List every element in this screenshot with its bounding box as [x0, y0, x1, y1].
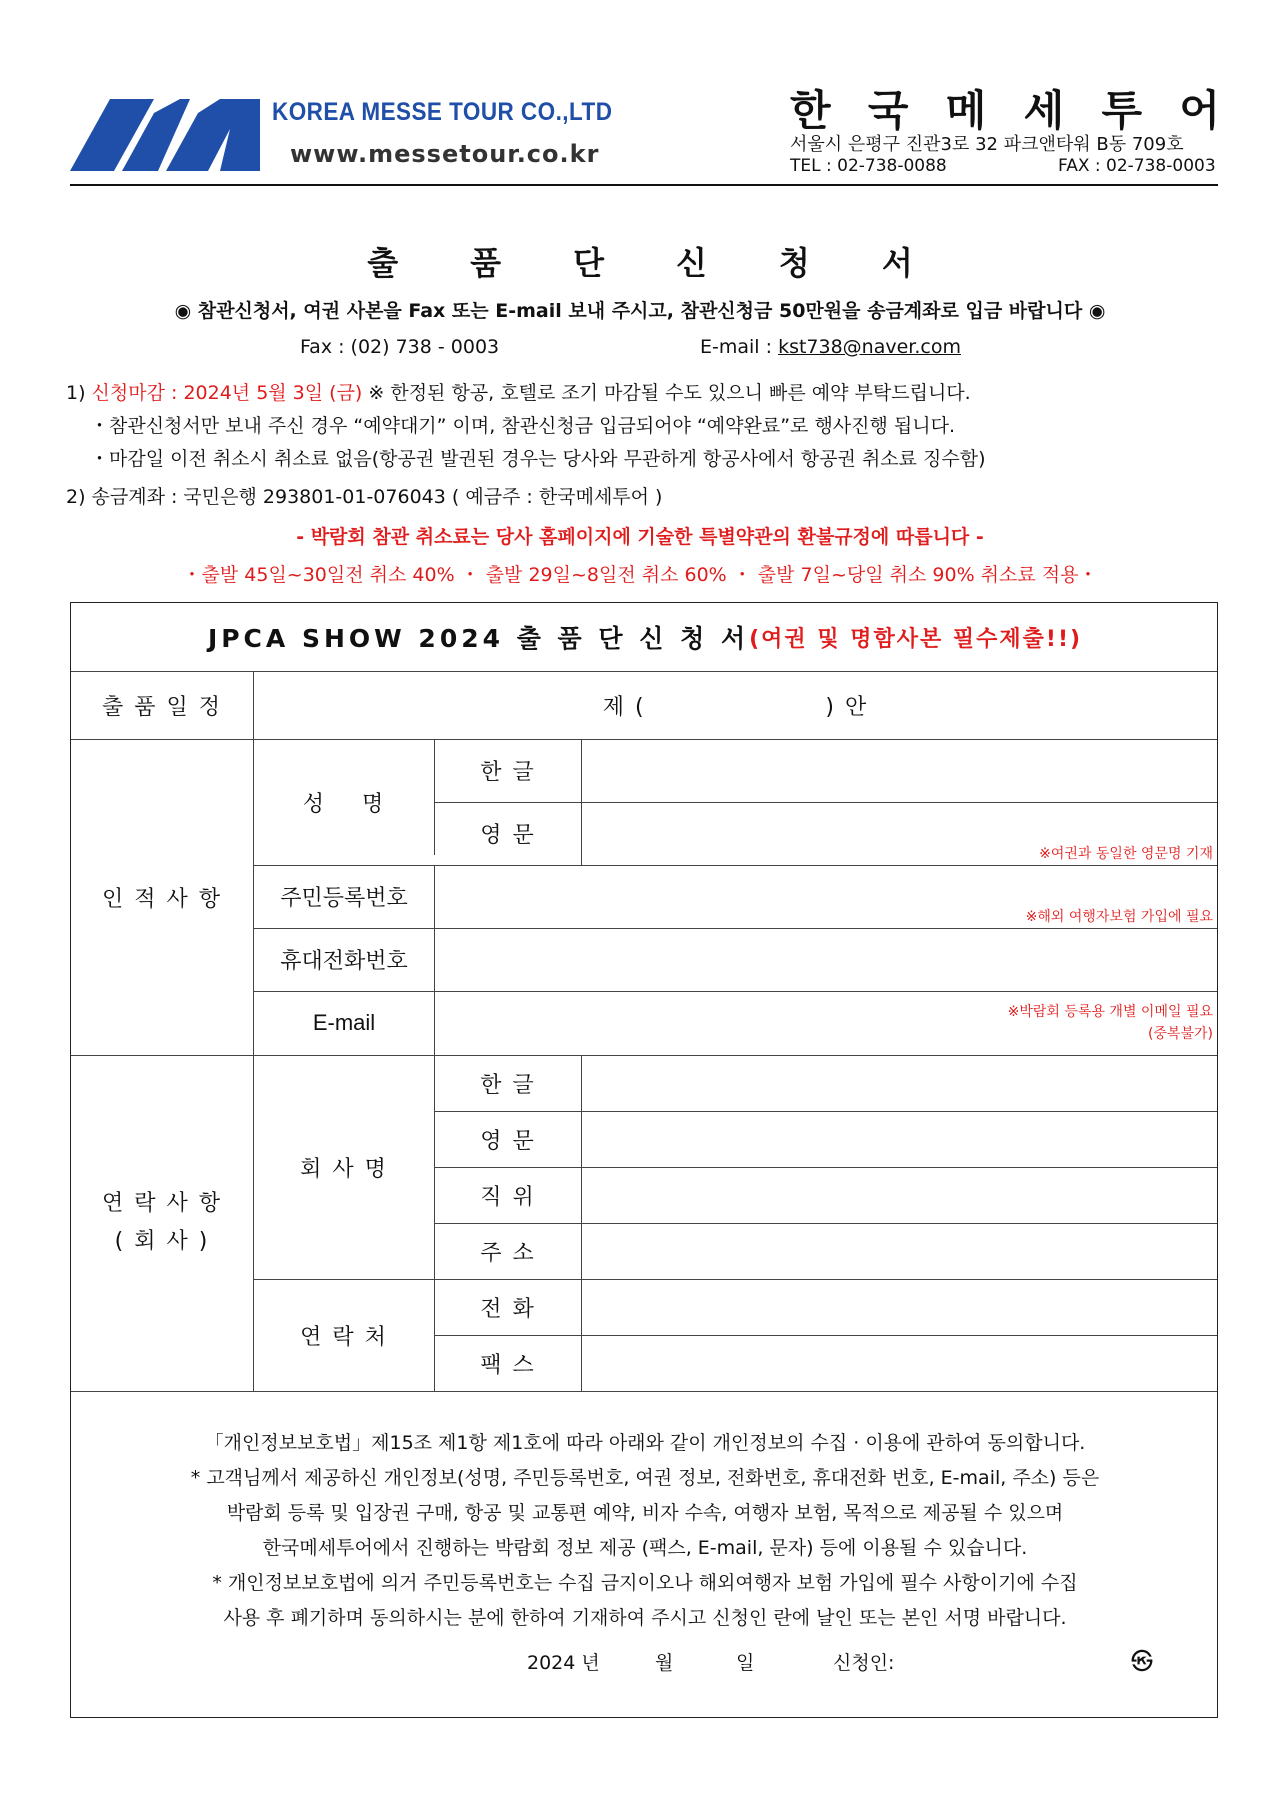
company-name-en: KOREA MESSE TOUR CO.,LTD [272, 98, 613, 126]
personal-info-label: 인 적 사 항 [102, 886, 222, 912]
company-english-input[interactable] [582, 1111, 1217, 1167]
phone-label: 전 화 [480, 1296, 536, 1322]
mobile-input[interactable] [435, 928, 1217, 991]
email-note: ※박람회 등록용 개별 이메일 필요 [1007, 1004, 1213, 1020]
company-kr-char: 메 [945, 86, 987, 135]
submission-notice: ◉ 참관신청서, 여권 사본을 Fax 또는 E-mail 보내 주시고, 참관신청금 50만원을 송금계좌로 입금 바랍니다 ◉ [174, 300, 1106, 322]
company-fax: FAX : 02-738-0003 [1058, 156, 1216, 176]
email-field-label: E-mail [312, 1010, 376, 1035]
form-title-text: JPCA SHOW 2024 출 품 단 신 청 서 [207, 624, 750, 653]
consent-line: * 고객님께서 제공하신 개인정보(성명, 주민등록번호, 여권 정보, 전화번호, 휴대전화 번호, E-mail, 주소) 등은 [190, 1467, 1100, 1489]
email-link[interactable]: kst738@naver.com [778, 336, 961, 358]
title-char: 출 [367, 244, 399, 282]
consent-line: 박람회 등록 및 입장권 구매, 항공 및 교통편 예약, 비자 수속, 여행자 보험, 목적으로 제공될 수 있으며 [226, 1502, 1064, 1524]
english-name-note: ※여권과 동일한 영문명 기재 [1039, 846, 1213, 862]
deadline-remark: ※ 한정된 항공, 호텔로 조기 마감될 수도 있으니 빠른 예약 부탁드립니다. [362, 382, 971, 404]
consent-line: 한국메세투어에서 진행하는 박람회 정보 제공 (팩스, E-mail, 문자) 등에 이용될 수 있습니다. [262, 1537, 1028, 1559]
position-input[interactable] [582, 1167, 1217, 1223]
company-name-label: 회 사 명 [300, 1156, 388, 1182]
applicant-label: 신청인: [833, 1652, 895, 1674]
privacy-consent [71, 1426, 1219, 1636]
sign-month: 월 [655, 1652, 674, 1674]
name-korean-input[interactable] [582, 739, 1217, 802]
company-tel: TEL : 02-738-0088 [790, 156, 947, 176]
title-char: 신 [676, 244, 707, 282]
reservation-note: ・참관신청서만 보내 주신 경우 “예약대기” 이며, 참관신청금 입금되어야 “예약완료”로 행사진행 됩니다. [90, 415, 956, 437]
company-logo [70, 95, 260, 171]
rrn-note: ※해외 여행자보험 가입에 필요 [1025, 909, 1213, 925]
refund-policy-heading: - 박람회 참관 취소료는 당사 홈페이지에 기술한 특별약관의 환불규정에 따릅니다 - [296, 526, 984, 548]
phone-input[interactable] [582, 1279, 1217, 1335]
title-char: 청 [778, 244, 810, 282]
company-address-input[interactable] [582, 1223, 1217, 1279]
bank-account-note: 2) 송금계좌 : 국민은행 293801-01-076043 ( 예금주 : 한국메세투어 ) [66, 486, 663, 508]
contact-label: 연 락 처 [300, 1324, 388, 1350]
consent-line: 「개인정보보호법」제15조 제1항 제1호에 따라 아래와 같이 개인정보의 수집 · 이용에 관하여 동의합니다. [204, 1432, 1086, 1454]
schedule-field[interactable]: 제 ( ) 안 [602, 694, 869, 720]
seal-mark[interactable]: ㉿ [1131, 1650, 1154, 1675]
company-kr-char: 투 [1101, 86, 1143, 135]
consent-line: * 개인정보보호법에 의거 주민등록번호는 수집 금지이오나 해외여행자 보험 가입에 필수 사항이기에 수집 [212, 1572, 1078, 1594]
company-name-kr [790, 78, 1220, 138]
fax-number: Fax : (02) 738 - 0003 [300, 336, 500, 358]
name-korean-label: 한 글 [480, 760, 536, 785]
name-label: 성 명 [302, 791, 386, 817]
website: www.messetour.co.kr [290, 140, 600, 168]
name-english-label: 영 문 [480, 823, 536, 848]
company-korean-input[interactable] [582, 1055, 1217, 1111]
contact-label-line1: 연 락 사 항 [102, 1191, 222, 1216]
deadline-note [66, 378, 971, 405]
contact-info-label [71, 1055, 253, 1391]
position-label: 직 위 [480, 1184, 536, 1210]
refund-rates: ・출발 45일~30일전 취소 40% ・ 출발 29일~8일전 취소 60% ・ 출발 7일~당일 취소 90% 취소료 적용・ [182, 564, 1098, 586]
form-title [71, 603, 1219, 671]
contact-label-line2: ( 회 사 ) [114, 1229, 210, 1254]
header-divider [70, 184, 1218, 186]
deadline-text: 신청마감 : 2024년 5월 3일 (금) [91, 382, 363, 404]
company-english-label: 영 문 [480, 1128, 536, 1154]
row-divider [71, 1391, 1217, 1392]
cancellation-note: ・마감일 이전 취소시 취소료 없음(항공권 발권된 경우는 당사와 무관하게 항공사에서 항공권 취소료 징수함) [90, 448, 986, 470]
company-kr-char: 세 [1023, 86, 1065, 135]
mobile-label: 휴대전화번호 [280, 949, 408, 974]
rrn-label: 주민등록번호 [280, 886, 408, 911]
consent-line: 사용 후 폐기하며 동의하시는 분에 한하여 기재하여 주시고 신청인 란에 날인 또는 본인 서명 바랍니다. [223, 1607, 1067, 1629]
fax-label: 팩 스 [480, 1352, 536, 1378]
sign-year: 2024 년 [527, 1652, 600, 1674]
email-contact [700, 336, 961, 358]
title-char: 서 [881, 244, 913, 282]
title-char: 품 [470, 244, 502, 282]
note-number: 1) [66, 382, 92, 404]
document-title [0, 238, 1280, 284]
schedule-label: 출 품 일 정 [102, 694, 222, 720]
email-label: E-mail : [700, 336, 779, 358]
email-note-duplicate: (중복불가) [1147, 1026, 1213, 1042]
company-kr-char: 국 [867, 86, 909, 135]
fax-input[interactable] [582, 1335, 1217, 1391]
application-form [70, 602, 1218, 1718]
title-char: 단 [573, 244, 604, 282]
company-kr-char: 한 [790, 86, 831, 135]
company-korean-label: 한 글 [480, 1072, 536, 1098]
company-address-label: 주 소 [480, 1240, 536, 1266]
company-kr-char: 어 [1179, 86, 1220, 135]
sign-day: 일 [736, 1652, 755, 1674]
form-title-note: (여권 및 명함사본 필수제출!!) [749, 626, 1083, 652]
company-address: 서울시 은평구 진관3로 32 파크앤타워 B동 709호 [790, 134, 1184, 155]
